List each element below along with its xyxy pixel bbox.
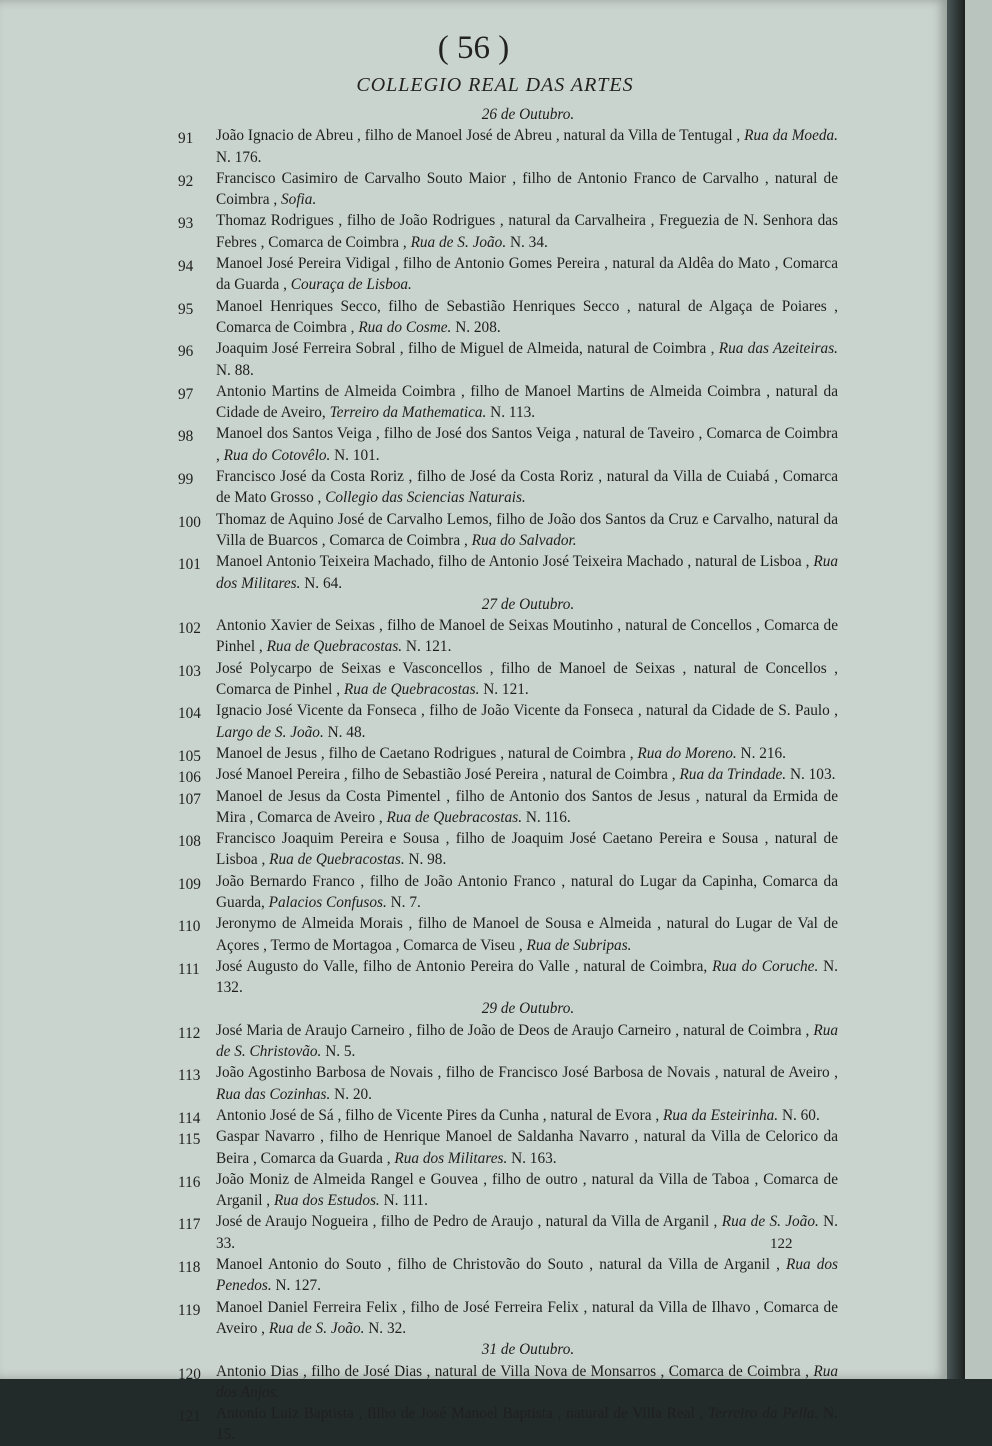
- register-entry: [178, 509, 838, 552]
- entry-street: Rua de Subripas.: [526, 936, 632, 954]
- register-entry: [178, 1126, 838, 1169]
- entry-street: Rua de S. João.: [410, 233, 507, 251]
- entry-number: 104: [178, 705, 201, 723]
- entry-house-number: N. 121.: [479, 681, 529, 699]
- register-entry: [178, 423, 838, 466]
- register-entry: [178, 296, 838, 339]
- entry-text: [216, 743, 838, 764]
- book-gutter: [947, 0, 965, 1379]
- entry-house-number: N. 33.: [216, 1213, 838, 1252]
- entry-description: Antonio Martins de Almeida Coimbra , filho de Manoel Martins de Almeida Coimbra , natural da Cidade de Aveiro,: [216, 382, 838, 422]
- entry-house-number: N. 7.: [386, 893, 421, 911]
- entry-street: Collegio das Sciencias Naturais.: [325, 489, 526, 507]
- entry-number: 116: [178, 1173, 201, 1191]
- register-entry: [178, 466, 838, 509]
- entry-text: [216, 423, 838, 466]
- entry-description: Manoel Henriques Secco, filho de Sebastião Henriques Secco , natural de Algaça de Poiares , Comarca de Coimbra ,: [216, 297, 838, 336]
- entry-description: Manoel dos Santos Veiga , filho de José dos Santos Veiga , natural de Taveiro , Comarca de Coimbra ,: [216, 425, 838, 464]
- entry-text: [216, 764, 838, 785]
- register-entry: [178, 1211, 838, 1254]
- entry-text: [216, 1105, 838, 1126]
- register-entry: [178, 381, 838, 424]
- entry-street: Rua de Quebracostas.: [269, 851, 405, 869]
- entry-house-number: N. 163.: [507, 1149, 557, 1167]
- entry-house-number: N. 127.: [271, 1277, 321, 1295]
- entry-number: 91: [178, 130, 194, 148]
- entry-number: 107: [178, 790, 201, 808]
- entry-street: Rua do Salvador.: [471, 531, 577, 549]
- entry-text: [216, 551, 838, 594]
- entry-house-number: N. 132.: [216, 957, 839, 997]
- entry-street: Rua dos Anjos.: [216, 1362, 838, 1401]
- entry-text: [216, 210, 838, 253]
- entry-description: José Manoel Pereira , filho de Sebastião José Pereira , natural de Coimbra ,: [216, 766, 680, 784]
- entry-description: João Agostinho Barbosa de Novais , filho de Francisco José Barbosa de Novais , natural de Aveiro ,: [216, 1064, 838, 1082]
- entry-number: 92: [178, 172, 194, 190]
- entry-text: [216, 509, 838, 552]
- date-heading: 31 de Outubro.: [481, 1341, 575, 1359]
- register-entry: [178, 913, 838, 956]
- entry-street: Rua das Cozinhas.: [216, 1085, 331, 1103]
- entry-number: 100: [178, 513, 201, 531]
- entry-description: Manoel de Jesus da Costa Pimentel , filho de Antonio dos Santos de Jesus , natural da Ermida de Mira , Comarca de Aveiro ,: [216, 787, 838, 826]
- register-entry: [178, 764, 838, 785]
- register-entry: [178, 871, 838, 914]
- register-entry: [178, 615, 838, 658]
- entry-house-number: N. 15.: [216, 1405, 838, 1444]
- entry-house-number: N. 176.: [216, 148, 262, 166]
- entry-description: Manoel de Jesus , filho de Caetano Rodrigues , natural de Coimbra ,: [216, 744, 638, 762]
- entry-number: 120: [178, 1365, 201, 1383]
- register-entry: [178, 1020, 838, 1063]
- entry-number: 112: [178, 1024, 201, 1042]
- register-entry: [178, 1403, 838, 1446]
- entry-text: [216, 1361, 838, 1404]
- entry-street: Rua de S. João.: [268, 1319, 365, 1337]
- entry-text: [216, 913, 838, 956]
- entry-street: Rua da Moeda.: [744, 127, 838, 145]
- entry-number: 110: [178, 918, 201, 936]
- entry-number: 99: [178, 471, 194, 489]
- entry-number: 117: [178, 1216, 201, 1234]
- register-entry: [178, 828, 838, 871]
- register-entry: [178, 1169, 838, 1212]
- entry-street: Rua de Quebracostas.: [386, 808, 523, 826]
- entry-text: [216, 1297, 838, 1340]
- entry-text: [216, 786, 838, 829]
- register-entry: [178, 786, 838, 829]
- entry-house-number: N. 20.: [330, 1085, 372, 1103]
- entry-street: Rua da Trindade.: [679, 766, 787, 784]
- adjacent-page-edge: [965, 0, 992, 1379]
- entry-number: 109: [178, 875, 201, 893]
- entry-street: Rua do Cosme.: [358, 318, 452, 336]
- entry-house-number: N. 111.: [379, 1192, 428, 1210]
- entry-text: [216, 296, 838, 339]
- register-list: [178, 104, 838, 1446]
- entry-street: Largo de S. João.: [216, 723, 324, 741]
- entry-number: 111: [178, 960, 200, 978]
- register-entry: [178, 1297, 838, 1340]
- entry-house-number: N. 101.: [330, 446, 380, 464]
- entry-text: [216, 381, 838, 424]
- entry-text: [216, 253, 838, 296]
- register-entry: [178, 1254, 838, 1297]
- register-entry: [178, 168, 838, 211]
- entry-number: 93: [178, 215, 194, 233]
- entry-description: José Maria de Araujo Carneiro , filho de João de Deos de Araujo Carneiro , natural de Coimbra ,: [216, 1021, 814, 1039]
- entry-street: Couraça de Lisboa.: [290, 276, 412, 294]
- entry-number: 94: [178, 258, 194, 276]
- entry-text: [216, 615, 838, 658]
- entry-street: Palacios Confusos.: [268, 893, 387, 911]
- entry-description: Manoel Antonio Teixeira Machado, filho de Antonio José Teixeira Machado , natural de Lisboa ,: [216, 553, 814, 571]
- entry-number: 118: [178, 1259, 201, 1277]
- entry-street: Rua do Cotovêlo.: [223, 446, 331, 464]
- register-entry: [178, 1361, 838, 1404]
- entry-street: Rua dos Militares.: [216, 553, 838, 592]
- page-header: COLLEGIO REAL DAS ARTES: [356, 74, 634, 96]
- entry-street: Rua dos Penedos.: [216, 1256, 839, 1295]
- entry-house-number: N. 60.: [778, 1106, 820, 1124]
- entry-house-number: N. 88.: [216, 361, 254, 379]
- register-entry: [178, 210, 838, 253]
- entry-house-number: N. 34.: [506, 233, 548, 251]
- register-entry: [178, 338, 838, 381]
- entry-street: Sofia.: [281, 191, 317, 209]
- entry-house-number: N. 116.: [522, 808, 571, 826]
- entry-street: Rua de Quebracostas.: [343, 681, 480, 699]
- entry-description: Jeronymo de Almeida Morais , filho de Manoel de Sousa e Almeida , natural do Lugar de Val de Açores , Termo de Mortagoa , Comarca de Viseu ,: [216, 915, 838, 954]
- entry-text: [216, 658, 838, 701]
- entry-description: Ignacio José Vicente da Fonseca , filho de João Vicente da Fonseca , natural da Cidade de S. Paulo ,: [216, 702, 838, 720]
- entry-street: Terreiro da Pella.: [708, 1405, 819, 1423]
- entry-text: [216, 871, 838, 914]
- register-entry: [178, 700, 838, 743]
- entry-number: 95: [178, 300, 194, 318]
- entry-description: João Moniz de Almeida Rangel e Gouvea , filho de outro , natural da Villa de Taboa , Comarca de Arganil ,: [216, 1170, 838, 1210]
- page-number: ( 56 ): [437, 30, 510, 66]
- entry-number: 113: [178, 1067, 201, 1085]
- entry-number: 102: [178, 620, 201, 638]
- entry-number: 103: [178, 662, 201, 680]
- entry-description: João Ignacio de Abreu , filho de Manoel José de Abreu , natural da Villa de Tentugal ,: [216, 127, 745, 145]
- register-entry: [178, 658, 838, 701]
- entry-description: Manoel Antonio do Souto , filho de Christovão do Souto , natural da Villa de Arganil ,: [216, 1256, 787, 1274]
- entry-number: 98: [178, 428, 194, 446]
- entry-street: Rua das Azeiteiras.: [718, 340, 838, 358]
- entry-street: Rua de S. Christovão.: [216, 1021, 838, 1061]
- entry-house-number: N. 5.: [321, 1043, 356, 1061]
- entry-number: 106: [178, 769, 201, 787]
- entry-text: [216, 338, 838, 381]
- entry-house-number: N. 98.: [404, 851, 447, 869]
- entry-text: [216, 956, 838, 999]
- entry-text: [216, 168, 838, 211]
- entry-house-number: N. 32.: [364, 1319, 407, 1337]
- entry-description: Francisco Casimiro de Carvalho Souto Maior , filho de Antonio Franco de Carvalho , natural de Coimbra ,: [216, 169, 838, 209]
- entry-street: Rua dos Estudos.: [273, 1192, 380, 1210]
- entry-house-number: N. 113.: [486, 404, 536, 422]
- entry-number: 97: [178, 385, 194, 403]
- entry-house-number: N. 48.: [323, 723, 366, 741]
- date-heading: 27 de Outubro.: [481, 595, 575, 613]
- entry-number: 96: [178, 343, 194, 361]
- entry-text: [216, 1062, 838, 1105]
- entry-house-number: N. 64.: [300, 574, 343, 592]
- entry-number: 105: [178, 747, 201, 765]
- entry-text: [216, 1169, 838, 1212]
- entry-house-number: N. 121.: [402, 638, 452, 656]
- register-entry: [178, 551, 838, 594]
- entry-text: [216, 125, 838, 168]
- entry-number: 114: [178, 1109, 201, 1127]
- date-heading: 26 de Outubro.: [481, 106, 575, 123]
- entry-description: Francisco Joaquim Pereira e Sousa , filho de Joaquim José Caetano Pereira e Sousa , natural de Lisboa ,: [216, 830, 838, 869]
- entry-text: [216, 1211, 838, 1254]
- catchword: 122: [770, 1236, 793, 1252]
- entry-description: José Augusto do Valle, filho de Antonio Pereira do Valle , natural de Coimbra,: [216, 957, 713, 975]
- entry-description: José de Araujo Nogueira , filho de Pedro de Araujo , natural da Villa de Arganil ,: [216, 1213, 722, 1231]
- entry-text: [216, 1126, 838, 1169]
- register-entry: [178, 125, 838, 168]
- entry-house-number: N. 103.: [786, 766, 836, 784]
- date-heading: 29 de Outubro.: [481, 1000, 575, 1018]
- entry-text: [216, 1254, 838, 1297]
- entry-street: Rua de Quebracostas.: [266, 638, 403, 656]
- entry-street: Rua da Esteirinha.: [662, 1106, 779, 1124]
- entry-number: 108: [178, 833, 201, 851]
- entry-description: Francisco José da Costa Roriz , filho de José da Costa Roriz , natural da Villa de Cuiabá , Comarca de Mato Grosso ,: [216, 468, 838, 507]
- entry-description: Thomaz Rodrigues , filho de João Rodrigues , natural da Carvalheira , Freguezia de N. Senhora das Febres , Comarca de Coimbra ,: [216, 212, 838, 251]
- register-entry: [178, 1062, 838, 1105]
- entry-description: Antonio Dias , filho de José Dias , natural de Villa Nova de Monsarros , Comarca de Coimbra ,: [216, 1362, 814, 1380]
- entry-street: Rua do Coruche.: [712, 957, 819, 975]
- register-entry: [178, 253, 838, 296]
- entry-house-number: N. 216.: [736, 744, 786, 762]
- entry-text: [216, 828, 838, 871]
- entry-description: Manoel Daniel Ferreira Felix , filho de José Ferreira Felix , natural da Villa de Ilhavo , Comarca de Aveiro ,: [216, 1298, 838, 1337]
- entry-number: 119: [178, 1301, 201, 1319]
- register-entry: [178, 743, 838, 764]
- entry-number: 121: [178, 1408, 201, 1426]
- entry-street: Rua de S. João.: [721, 1213, 819, 1231]
- entry-description: Thomaz de Aquino José de Carvalho Lemos, filho de João dos Santos da Cruz e Carvalho, natural da Villa de Buarcos , Comarca de Coimbra ,: [216, 510, 838, 549]
- register-entry: [178, 1105, 838, 1126]
- entry-text: [216, 1403, 838, 1446]
- entry-description: Joaquim José Ferreira Sobral , filho de Miguel de Almeida, natural de Coimbra ,: [216, 340, 719, 358]
- entry-description: João Bernardo Franco , filho de João Antonio Franco , natural do Lugar da Capinha, Comarca da Guarda,: [216, 872, 838, 911]
- entry-number: 115: [178, 1131, 201, 1149]
- entry-street: Terreiro da Mathematica.: [329, 404, 487, 422]
- entry-description: José Polycarpo de Seixas e Vasconcellos , filho de Manoel de Seixas , natural de Concellos , Comarca de Pinhel ,: [216, 659, 838, 699]
- entry-street: Rua do Moreno.: [637, 744, 737, 762]
- register-entry: [178, 956, 838, 999]
- entry-street: Rua dos Militares.: [394, 1149, 508, 1167]
- entry-text: [216, 1020, 838, 1063]
- entry-description: Antonio José de Sá , filho de Vicente Pires da Cunha , natural de Evora ,: [216, 1106, 663, 1124]
- entry-description: Antonio Xavier de Seixas , filho de Manoel de Seixas Moutinho , natural de Concellos , Comarca de Pinhel ,: [216, 617, 838, 656]
- entry-text: [216, 700, 838, 743]
- entry-description: Antonio Luiz Baptista , filho de José Manoel Baptista , natural de Villa Real ,: [216, 1405, 709, 1423]
- entry-text: [216, 466, 838, 509]
- entry-description: Manoel José Pereira Vidigal , filho de Antonio Gomes Pereira , natural da Aldêa do Mato , Comarca da Guarda ,: [216, 255, 838, 294]
- entry-description: Gaspar Navarro , filho de Henrique Manoel de Saldanha Navarro , natural da Villa de Celorico da Beira , Comarca da Guarda ,: [216, 1128, 838, 1167]
- entry-house-number: N. 208.: [451, 318, 501, 336]
- entry-number: 101: [178, 556, 201, 574]
